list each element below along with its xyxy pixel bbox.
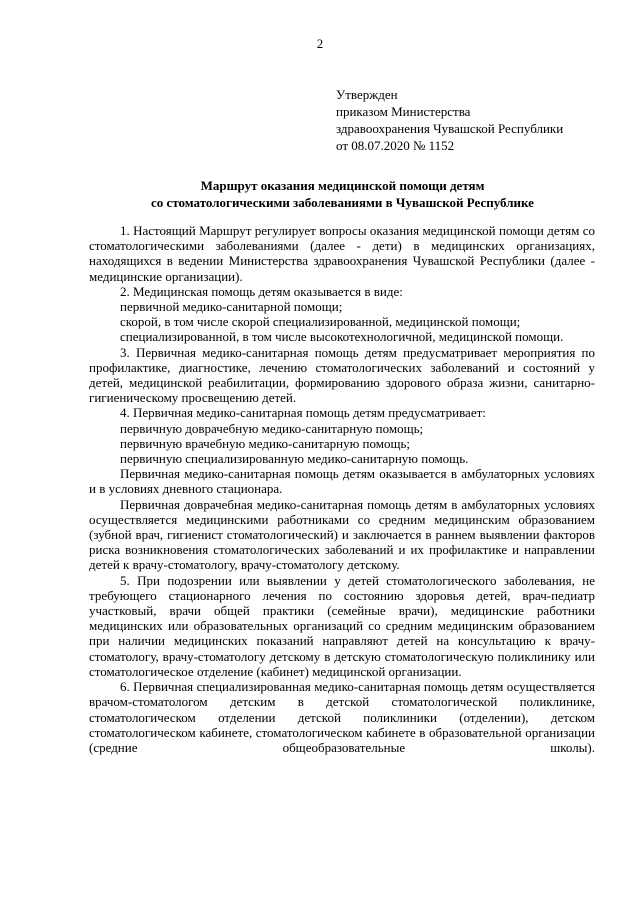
list-item-specialist: первичную специализированную медико-санитарную помощь.	[120, 451, 469, 467]
title-line: Маршрут оказания медицинской помощи детям	[200, 178, 485, 193]
list-item-primary: первичной медико-санитарной помощи;	[120, 299, 343, 315]
paragraph-2: 2. Медицинская помощь детям оказывается в виде:	[120, 283, 403, 299]
title-line: со стоматологическими заболеваниями в Чувашской Республике	[151, 195, 534, 210]
paragraph-5: 5. При подозрении или выявлении у детей стоматологического заболевания, не требующего стационарного лечения по состоянию здоровья детей, врач-педиатр участковый, врачи общей практики (семейные врачи), медицинские работники медицинских или образовательных организаций со средним медицинским образованием при наличии медицинских показаний направляют детей на консультацию к врачу-стоматологу, врачу-стоматологу детскому в детскую стоматологическую поликлинику или стоматологическое отделение (кабинет) медицинской организации.	[89, 572, 595, 679]
document-body	[89, 223, 595, 755]
list-item-prephysician: первичную доврачебную медико-санитарную помощь;	[120, 420, 424, 436]
list-item-emergency: скорой, в том числе скорой специализированной, медицинской помощи;	[120, 314, 521, 330]
approval-line: от 08.07.2020 № 1152	[336, 138, 455, 153]
paragraph-conditions: Первичная медико-санитарная помощь детям оказывается в амбулаторных условиях и в условиях дневного стационара.	[89, 466, 595, 497]
approval-line: Утвержден	[336, 87, 398, 102]
paragraph-3: 3. Первичная медико-санитарная помощь детям предусматривает мероприятия по профилактике, диагностике, лечению стоматологических заболеваний и состояний у детей, медицинской реабилитации, формированию здорового образа жизни, санитарно-гигиеническому просвещению детей.	[89, 344, 595, 406]
approval-line: здравоохранения Чувашской Республики	[336, 121, 564, 136]
approval-stamp	[336, 86, 563, 154]
approval-line: приказом Министерства	[336, 104, 471, 119]
document-title	[90, 177, 595, 211]
paragraph-4: 4. Первичная медико-санитарная помощь детям предусматривает:	[120, 405, 486, 421]
paragraph-prephysician-care: Первичная доврачебная медико-санитарная помощь детям в амбулаторных условиях осуществляется медицинскими работниками со средним медицинским образованием (зубной врач, гигиенист стоматологический) и заключается в раннем выявлении факторов риска возникновения стоматологических заболеваний и их профилактике и направлении детей к врачу-стоматологу, врачу-стоматологу детскому.	[89, 496, 595, 573]
paragraph-1: 1. Настоящий Маршрут регулирует вопросы оказания медицинской помощи детям со стоматологическими заболеваниями (далее - дети) в медицинских организациях, находящихся в ведении Министерства здравоохранения Чувашской Республики (далее - медицинские организации).	[89, 223, 595, 284]
list-item-physician: первичную врачебную медико-санитарную помощь;	[120, 435, 411, 451]
paragraph-6: 6. Первичная специализированная медико-санитарная помощь детям осуществляется врачом-стоматологом детским в детской стоматологической поликлинике, стоматологическом отделении детской поликлиники (отделении), детском стоматологическом кабинете, стоматологическом кабинете в образовательной организации (средние общеобразовательные школы).	[89, 679, 595, 755]
list-item-specialized: специализированной, в том числе высокотехнологичной, медицинской помощи.	[120, 329, 564, 345]
page-number: 2	[316, 36, 324, 51]
